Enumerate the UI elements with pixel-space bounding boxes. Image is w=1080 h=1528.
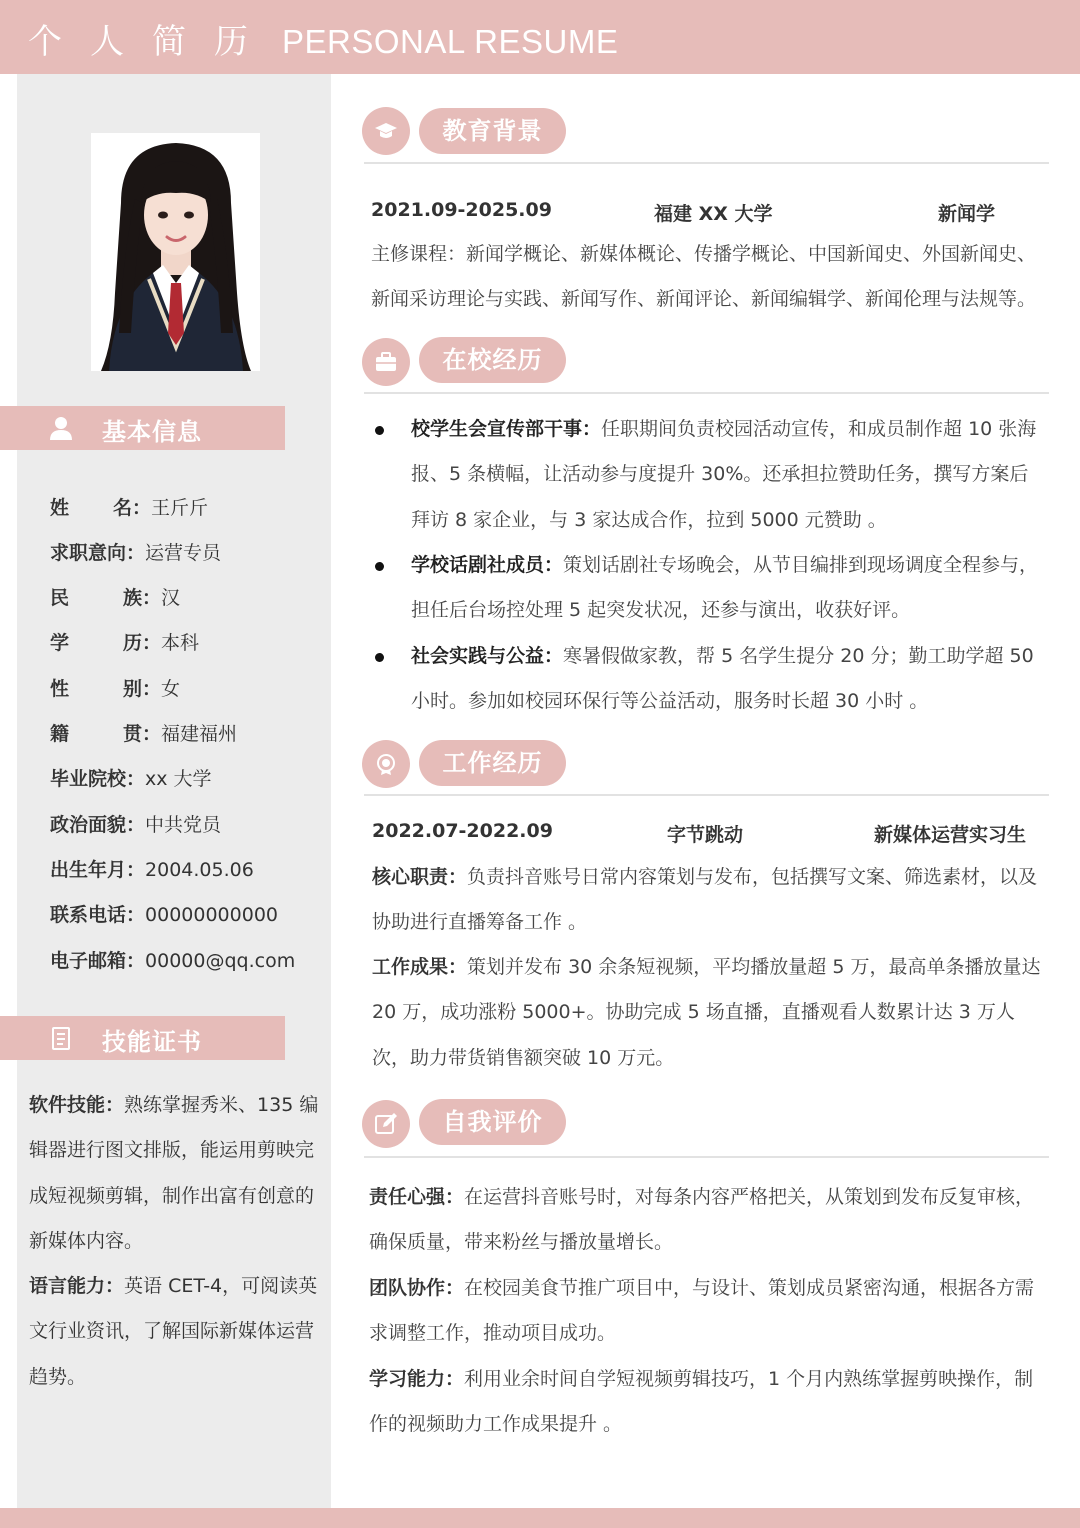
bullet-dot [375,653,384,662]
divider [364,1156,1049,1158]
info-value: 女 [161,678,181,700]
skills-title: 技能证书 [102,1028,202,1056]
info-value: 福建福州 [161,723,238,745]
info-row-target: 求职意向：运营专员 [50,542,222,564]
briefcase-icon [362,338,410,386]
basic-info-header [0,406,285,450]
campus-item: 学校话剧社成员：策划话剧社专场晚会，从节目编排到现场调度全程参与，担任后台场控处理 5 起突发状况，还参与演出，收获好评。 [372,543,1042,634]
divider [364,392,1049,394]
education-period: 2021.09-2025.09 [371,199,552,221]
info-value: 中共党员 [145,814,222,836]
info-value: 运营专员 [145,542,222,564]
self-item: 学习能力：利用业余时间自学短视频剪辑技巧，1 个月内熟练掌握剪映操作，制作的视频助力工作成果提升 。 [369,1368,1034,1436]
work-duty: 核心职责：负责抖音账号日常内容策划与发布，包括撰写文案、筛选素材，以及协助进行直播筹备工作 。 [372,866,1038,934]
campus-title: 在校经历 [419,337,566,383]
page-title [28,14,618,63]
bullet-dot [375,562,384,571]
campus-item: 社会实践与公益：寒暑假做家教，帮 5 名学生提分 20 分；勤工助学超 50 小时。参加如校园环保行等公益活动，服务时长超 30 小时 。 [372,634,1042,725]
info-value: 王斤斤 [151,497,209,519]
bullet-dot [375,426,384,435]
self-item: 团队协作：在校园美食节推广项目中，与设计、策划成员紧密沟通，根据各方需求调整工作，推动项目成功。 [369,1277,1035,1345]
info-row-name: 姓 名：王斤斤 [50,497,209,519]
info-value: 汉 [161,587,181,609]
divider [364,794,1049,796]
basic-info-title: 基本信息 [102,418,202,446]
info-row-gender: 性 别：女 [50,678,181,700]
info-value: 00000@qq.com [145,950,296,972]
divider [364,162,1049,164]
self-item: 责任心强：在运营抖音账号时，对每条内容严格把关，从策划到发布反复审核，确保质量，带来粉丝与播放量增长。 [369,1186,1035,1254]
graduation-cap-icon [362,107,410,155]
info-row-education: 学 历：本科 [50,632,200,654]
skill-software: 软件技能：熟练掌握秀米、135 编辑器进行图文排版，能运用剪映完成短视频剪辑，制作出富有创意的新媒体内容。 [29,1094,319,1252]
document-icon [48,1025,74,1051]
work-result: 工作成果：策划并发布 30 余条短视频，平均播放量超 5 万，最高单条播放量达 20 万，成功涨粉 5000+。协助完成 5 场直播，直播观看人数累计达 3 万人次，助力带货销售额突破 10 万元。 [372,956,1041,1069]
award-icon [362,740,410,788]
campus-item: 校学生会宣传部干事：任职期间负责校园活动宣传，和成员制作超 10 张海报、5 条横幅，让活动参与度提升 30%。还承担拉赞助任务，撰写方案后拜访 8 家企业，与 3 家达成合作，拉到 5000 元赞助 。 [372,407,1042,543]
info-value: 本科 [161,632,200,654]
education-major: 新闻学 [938,203,996,225]
info-row-hometown: 籍 贯：福建福州 [50,723,238,745]
work-position: 新媒体运营实习生 [874,824,1027,846]
work-title: 工作经历 [419,740,566,786]
info-row-phone: 联系电话：00000000000 [50,904,279,926]
self-title: 自我评价 [419,1099,566,1145]
education-title: 教育背景 [419,108,566,154]
skills-content [29,1083,319,1400]
info-value: 2004.05.06 [145,859,254,881]
skill-language: 语言能力：英语 CET-4，可阅读英文行业资讯，了解国际新媒体运营趋势。 [29,1275,318,1388]
info-value: xx 大学 [145,768,212,790]
title-chinese: 个人简历 [28,22,276,62]
work-company: 字节跳动 [667,824,744,846]
footer-bar [0,1508,1080,1528]
title-english: PERSONAL RESUME [282,23,619,60]
header-bar [0,0,1080,74]
education-courses: 主修课程：新闻学概论、新媒体概论、传播学概论、中国新闻史、外国新闻史、新闻采访理论与实践、新闻写作、新闻评论、新闻编辑学、新闻伦理与法规等。 [371,243,1037,311]
education-school: 福建 XX 大学 [654,203,773,225]
work-period: 2022.07-2022.09 [372,820,553,842]
info-row-school: 毕业院校：xx 大学 [50,768,212,790]
info-row-email: 电子邮箱：00000@qq.com [50,950,296,972]
info-row-birth: 出生年月：2004.05.06 [50,859,254,881]
profile-photo [91,133,260,371]
edit-icon [362,1100,410,1148]
info-value: 00000000000 [145,904,279,926]
skills-header [0,1016,285,1060]
person-icon [48,415,74,441]
info-row-ethnicity: 民 族：汉 [50,587,181,609]
info-row-political: 政治面貌：中共党员 [50,814,222,836]
